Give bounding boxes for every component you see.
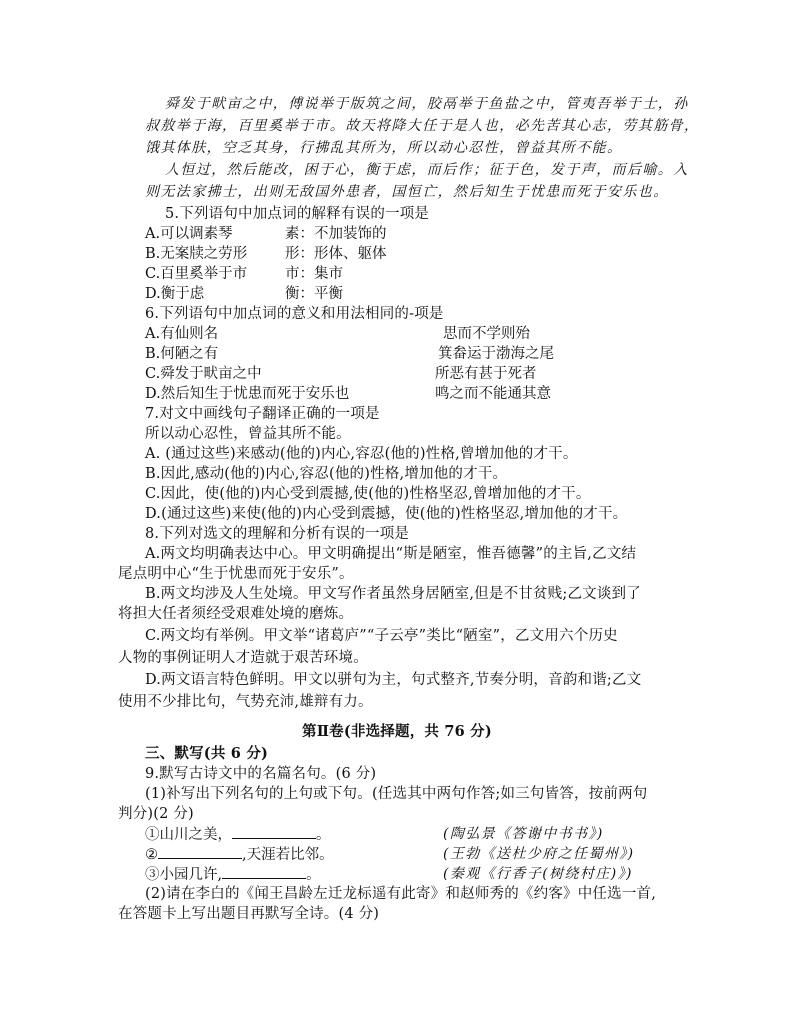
q7-option: B.因此,感动(他的)内心,容忍(他的)性格,增加他的才干。 bbox=[145, 466, 508, 482]
fill-source: (王勃《送杜少府之任蜀州》) bbox=[443, 846, 635, 862]
passage-line: 叔敖举于海，百里奚举于市。故天将降大任于是人也，必先苦其心志，劳其筋骨， bbox=[145, 118, 700, 134]
q5-option-left: C.百里奚举于市 bbox=[145, 266, 248, 282]
q8-line: 尾点明中心“生于忧患而死于安乐”。 bbox=[118, 566, 354, 582]
q8-line: A.两文均明确表达中心。甲文明确提出“斯是陋室，惟吾德馨”的主旨,乙文结 bbox=[145, 546, 637, 562]
fill-prefix: ② bbox=[145, 847, 158, 863]
q6-option-left: A.有仙则名 bbox=[145, 326, 219, 342]
q8-line: 使用不少排比句，气势充沛,雄辩有力。 bbox=[118, 694, 373, 710]
fill-prefix: ①山川之美， bbox=[145, 827, 232, 843]
fill-suffix: 。 bbox=[316, 827, 331, 843]
q9-1-instruction: (1)补写出下列名句的上句或下句。(任选其中两句作答;如三句皆答，按前两句 bbox=[145, 786, 648, 802]
fill-item bbox=[145, 844, 635, 865]
q5-stem: 5.下列语句中加点词的解释有误的一项是 bbox=[165, 206, 430, 222]
q5-option-left: A.可以调素琴 bbox=[145, 226, 233, 242]
passage-line: 人恒过，然后能改，困于心，衡于虑，而后作；征于色，发于声，而后喻。入 bbox=[165, 162, 689, 178]
q6-option-right: 鸣之而不能通其意 bbox=[435, 386, 551, 402]
q5-option-left: D.衡于虑 bbox=[145, 286, 205, 302]
q6-option bbox=[145, 384, 551, 404]
q7-option: D.(通过这些)来使(他的)内心受到震撼，使(他的)性格坚忍,增加他的才干。 bbox=[145, 506, 628, 522]
q5-option-right: 衡：平衡 bbox=[285, 286, 343, 302]
q7-sentence: 所以动心忍性，曾益其所不能。 bbox=[145, 426, 351, 442]
q6-option bbox=[145, 344, 554, 364]
q5-option-right: 市：集市 bbox=[285, 266, 343, 282]
q9-2-instruction: 在答题卡上写出题目再默写全诗。(4 分) bbox=[118, 906, 380, 922]
q6-option bbox=[145, 364, 537, 384]
fill-suffix: 。 bbox=[306, 867, 321, 883]
q5-option bbox=[145, 244, 387, 264]
q6-option bbox=[145, 324, 530, 344]
q6-option-left: B.何陋之有 bbox=[145, 346, 219, 362]
q6-option-right: 箕畚运于渤海之尾 bbox=[438, 346, 554, 362]
q9-1-instruction: 判分)(2 分) bbox=[118, 806, 194, 822]
q7-option: A. (通过这些)来感动(他的)内心,容忍(他的)性格,曾增加他的才干。 bbox=[145, 446, 578, 462]
q9-stem: 9.默写古诗文中的名篇名句。(6 分) bbox=[145, 766, 377, 782]
answer-blank[interactable] bbox=[158, 844, 242, 859]
fill-item bbox=[145, 864, 633, 885]
q8-line: 人物的事例证明人才造就于艰苦环境。 bbox=[118, 650, 368, 666]
q9-2-instruction: (2)请在李白的《闻王昌龄左迁龙标遥有此寄》和赵师秀的《约客》中任选一首, bbox=[145, 886, 657, 902]
q5-option bbox=[145, 264, 343, 284]
q5-option bbox=[145, 224, 387, 244]
part-heading: 三、默写(共 6 分) bbox=[145, 745, 269, 762]
q8-stem: 8.下列对选文的理解和分析有误的一项是 bbox=[145, 526, 410, 542]
fill-suffix: ,天涯若比邻。 bbox=[242, 847, 334, 863]
q5-option-right: 素：不加装饰的 bbox=[285, 226, 387, 242]
q7-option: C.因此，使(他的)内心受到震撼,使(他的)性格坚忍,曾增加他的才干。 bbox=[145, 486, 591, 502]
fill-prefix: ③小园几许, bbox=[145, 867, 223, 883]
q7-stem: 7.对文中画线句子翻译正确的一项是 bbox=[145, 406, 380, 422]
q6-option-right: 所恶有甚于死者 bbox=[435, 366, 537, 382]
passage-line: 舜发于畎亩之中，傅说举于版筑之间，胶鬲举于鱼盐之中，管夷吾举于士，孙 bbox=[165, 96, 689, 112]
q6-option-right: 思而不学则殆 bbox=[443, 326, 530, 342]
q5-option-right: 形：形体、躯体 bbox=[285, 246, 387, 262]
passage-line: 饿其体肤，空乏其身，行拂乱其所为，所以动心忍性，曾益其所不能。 bbox=[145, 140, 623, 156]
passage-line: 则无法家拂士，出则无敌国外患者，国恒亡，然后知生于忧患而死于安乐也。 bbox=[145, 184, 669, 200]
q6-stem: 6.下列语句中加点词的意义和用法相同的-项是 bbox=[145, 306, 444, 322]
q5-option-left: B.无案牍之劳形 bbox=[145, 246, 248, 262]
q8-line: C.两文均有举例。甲文举“诸葛庐”“子云亭”类比“陋室”，乙文用六个历史 bbox=[145, 628, 618, 644]
q8-line: 将担大任者须经受艰难处境的磨炼。 bbox=[118, 606, 354, 622]
q6-option-left: C.舜发于畎亩之中 bbox=[145, 366, 262, 382]
fill-item bbox=[145, 824, 604, 845]
answer-blank[interactable] bbox=[232, 824, 316, 839]
q6-option-left: D.然后知生于忧患而死于安乐也 bbox=[145, 386, 350, 402]
answer-blank[interactable] bbox=[222, 864, 306, 879]
section-title: 第Ⅱ卷(非选择题，共 76 分) bbox=[302, 723, 492, 740]
fill-source: (陶弘景《答谢中书书》) bbox=[443, 826, 604, 842]
q5-option bbox=[145, 284, 343, 304]
q8-line: B.两文均涉及人生处境。甲文写作者虽然身居陋室,但是不甘贫贱;乙文谈到了 bbox=[145, 586, 641, 602]
fill-source: (秦观《行香子(树绕村庄)》) bbox=[443, 866, 633, 882]
q8-line: D.两文语言特色鲜明。甲文以骈句为主，句式整齐,节奏分明，音韵和谐;乙文 bbox=[145, 672, 642, 688]
